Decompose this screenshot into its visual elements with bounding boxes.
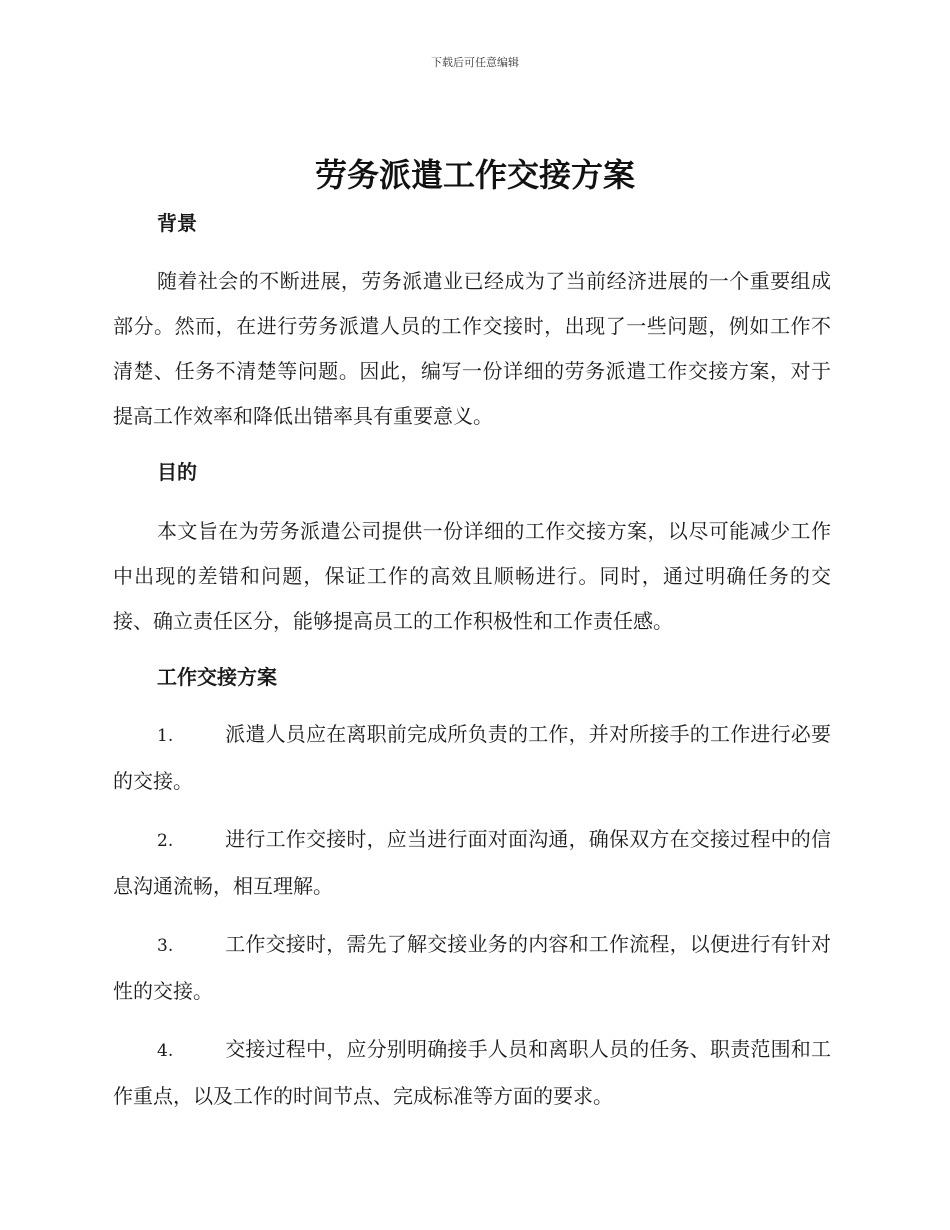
list-item	[113, 817, 831, 909]
section-heading-purpose: 目的	[157, 460, 197, 484]
page-header-note: 下载后可任意编辑	[431, 56, 519, 69]
list-item-text: 工作交接时，需先了解交接业务的内容和工作流程，以便进行有针对性的交接。	[113, 932, 831, 1003]
section-heading-plan: 工作交接方案	[157, 665, 277, 689]
document-title: 劳务派遣工作交接方案	[314, 156, 635, 194]
list-item-number: 2.	[157, 831, 174, 851]
plan-list	[113, 712, 831, 1119]
list-item-text: 派遣人员应在离职前完成所负责的工作，并对所接手的工作进行必要的交接。	[113, 722, 831, 793]
section-heading-background: 背景	[157, 211, 197, 235]
purpose-paragraph: 本文旨在为劳务派遣公司提供一份详细的工作交接方案，以尽可能减少工作中出现的差错和问题，保证工作的高效且顺畅进行。同时，通过明确任务的交接、确立责任区分，能够提高员工的工作积极性和工作责任感。	[113, 519, 831, 633]
list-item-number: 4.	[157, 1041, 174, 1061]
document-body	[113, 203, 831, 1132]
background-paragraph: 随着社会的不断进展，劳务派遣业已经成为了当前经济进展的一个重要组成部分。然而，在进行劳务派遣人员的工作交接时，出现了一些问题，例如工作不清楚、任务不清楚等问题。因此，编写一份详细的劳务派遣工作交接方案，对于提高工作效率和降低出错率具有重要意义。	[113, 269, 831, 428]
list-item-text: 进行工作交接时，应当进行面对面沟通，确保双方在交接过程中的信息沟通流畅，相互理解。	[113, 827, 831, 898]
list-item-number: 1.	[157, 726, 174, 746]
list-item	[113, 1027, 831, 1119]
list-item-text: 交接过程中，应分别明确接手人员和离职人员的任务、职责范围和工作重点，以及工作的时间节点、完成标准等方面的要求。	[113, 1037, 831, 1108]
list-item	[113, 922, 831, 1014]
list-item	[113, 712, 831, 804]
list-item-number: 3.	[157, 936, 174, 956]
